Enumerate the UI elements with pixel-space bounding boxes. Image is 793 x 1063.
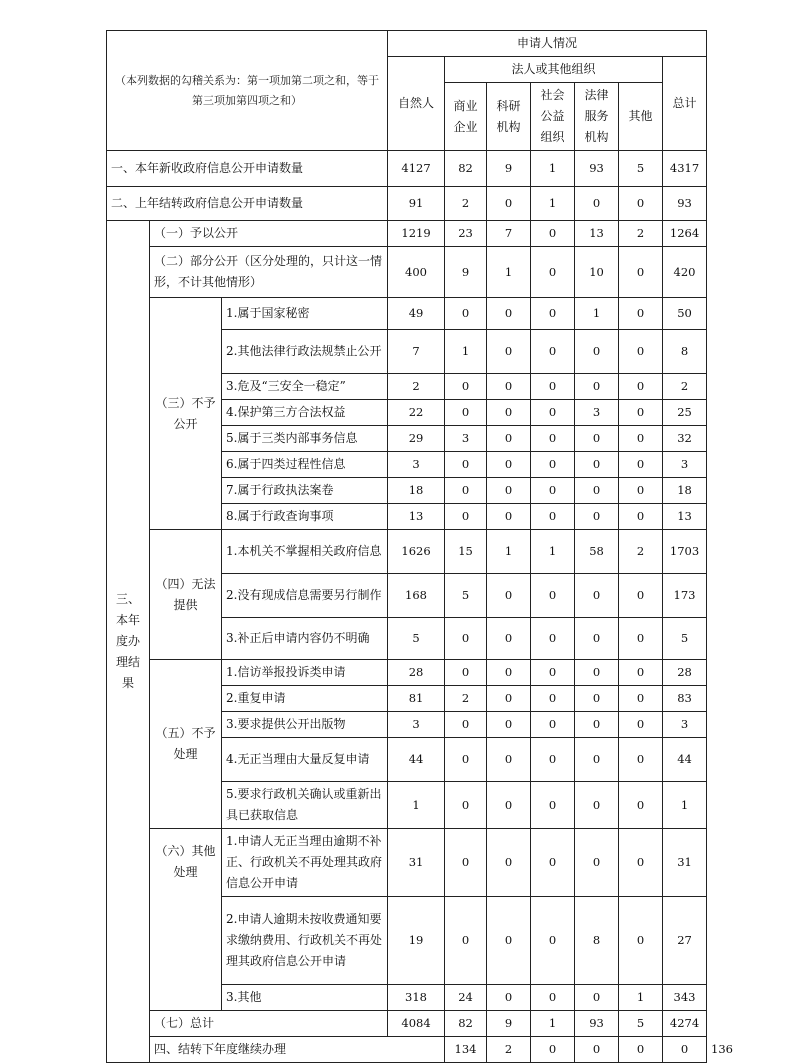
cell-value: 0 bbox=[531, 660, 575, 686]
cell-value: 0 bbox=[575, 478, 619, 504]
cell-value: 0 bbox=[445, 478, 487, 504]
cell-value: 1 bbox=[487, 530, 531, 574]
table-row bbox=[107, 660, 707, 686]
cell-value: 0 bbox=[619, 660, 663, 686]
cell-value: 91 bbox=[388, 187, 445, 221]
cell-value: 1 bbox=[531, 187, 575, 221]
cell-value: 400 bbox=[388, 247, 445, 298]
statistics-table bbox=[106, 30, 733, 1063]
cell-value: 22 bbox=[388, 400, 445, 426]
cell-value: 168 bbox=[388, 574, 445, 618]
col-total: 总计 bbox=[663, 57, 707, 151]
row-label: 二、上年结转政府信息公开申请数量 bbox=[107, 187, 388, 221]
cell-value: 0 bbox=[575, 374, 619, 400]
cell-value: 0 bbox=[487, 829, 531, 897]
cell-value: 93 bbox=[663, 187, 707, 221]
cell-value: 19 bbox=[388, 897, 445, 985]
cell-value: 0 bbox=[531, 1037, 575, 1063]
row-label: 一、本年新收政府信息公开申请数量 bbox=[107, 151, 388, 187]
cell-value: 0 bbox=[531, 985, 575, 1011]
cell-value: 0 bbox=[487, 478, 531, 504]
cell-value: 32 bbox=[663, 426, 707, 452]
row-label: 3.危及“三安全一稳定” bbox=[222, 374, 388, 400]
row-label: 5.属于三类内部事务信息 bbox=[222, 426, 388, 452]
cell-value: 0 bbox=[487, 187, 531, 221]
cell-value: 5 bbox=[663, 618, 707, 660]
cell-value: 0 bbox=[487, 686, 531, 712]
cell-value: 0 bbox=[619, 247, 663, 298]
cell-value: 0 bbox=[531, 504, 575, 530]
cell-value: 0 bbox=[531, 897, 575, 985]
cell-value: 0 bbox=[619, 478, 663, 504]
cell-value: 0 bbox=[531, 221, 575, 247]
cell-value: 0 bbox=[487, 374, 531, 400]
group-label: （三）不予公开 bbox=[150, 298, 222, 530]
table-note: （本列数据的勾稽关系为：第一项加第二项之和，等于第三项加第四项之和） bbox=[107, 31, 388, 151]
row-label: 4.无正当理由大量反复申请 bbox=[222, 738, 388, 782]
cell-value: 0 bbox=[531, 452, 575, 478]
cell-value: 49 bbox=[388, 298, 445, 330]
col-natural: 自然人 bbox=[388, 57, 445, 151]
table-row bbox=[107, 829, 707, 897]
cell-value: 1 bbox=[575, 298, 619, 330]
cell-value: 44 bbox=[663, 738, 707, 782]
cell-value: 0 bbox=[663, 1037, 707, 1063]
cell-value: 3 bbox=[388, 712, 445, 738]
row-label: 7.属于行政执法案卷 bbox=[222, 478, 388, 504]
cell-value: 1626 bbox=[388, 530, 445, 574]
cell-value: 0 bbox=[445, 452, 487, 478]
row-label: 2.申请人逾期未按收费通知要求缴纳费用、行政机关不再处理其政府信息公开申请 bbox=[222, 897, 388, 985]
cell-value: 0 bbox=[445, 374, 487, 400]
cell-value: 27 bbox=[663, 897, 707, 985]
cell-value: 0 bbox=[531, 478, 575, 504]
cell-value: 0 bbox=[619, 1037, 663, 1063]
cell-value: 0 bbox=[619, 187, 663, 221]
cell-value: 50 bbox=[663, 298, 707, 330]
cell-value: 1 bbox=[388, 782, 445, 829]
cell-value: 93 bbox=[575, 151, 619, 187]
cell-value: 4084 bbox=[388, 1011, 445, 1037]
cell-value: 0 bbox=[575, 829, 619, 897]
cell-value: 1 bbox=[531, 1011, 575, 1037]
row-label: （七）总计 bbox=[150, 1011, 388, 1037]
cell-value: 2 bbox=[445, 686, 487, 712]
cell-value: 24 bbox=[445, 985, 487, 1011]
cell-value: 0 bbox=[531, 686, 575, 712]
cell-value: 0 bbox=[487, 897, 531, 985]
cell-value: 0 bbox=[531, 298, 575, 330]
table-row bbox=[107, 221, 707, 247]
cell-value: 0 bbox=[445, 400, 487, 426]
col-commercial: 商业企业 bbox=[445, 83, 487, 151]
table-row: 四、结转下年度继续办理 134 2 0 0 0 0 136 bbox=[107, 1037, 707, 1063]
cell-value: 0 bbox=[487, 452, 531, 478]
cell-value: 0 bbox=[487, 298, 531, 330]
cell-value: 0 bbox=[619, 298, 663, 330]
cell-value: 8 bbox=[663, 330, 707, 374]
cell-value: 0 bbox=[575, 738, 619, 782]
row-label: 2.其他法律行政法规禁止公开 bbox=[222, 330, 388, 374]
cell-value: 4274 bbox=[663, 1011, 707, 1037]
cell-value: 1 bbox=[531, 530, 575, 574]
cell-value: 420 bbox=[663, 247, 707, 298]
cell-value: 0 bbox=[619, 426, 663, 452]
cell-value: 0 bbox=[575, 686, 619, 712]
cell-value: 3 bbox=[445, 426, 487, 452]
cell-value: 1 bbox=[445, 330, 487, 374]
cell-value: 5 bbox=[445, 574, 487, 618]
cell-value: 9 bbox=[487, 1011, 531, 1037]
cell-value: 3 bbox=[663, 712, 707, 738]
cell-value: 318 bbox=[388, 985, 445, 1011]
cell-value: 0 bbox=[487, 574, 531, 618]
legal-group-header: 法人或其他组织 bbox=[445, 57, 663, 83]
row-label: 2.重复申请 bbox=[222, 686, 388, 712]
row-label: 1.申请人无正当理由逾期不补正、行政机关不再处理其政府信息公开申请 bbox=[222, 829, 388, 897]
cell-value: 0 bbox=[487, 618, 531, 660]
cell-value: 0 bbox=[619, 574, 663, 618]
cell-value: 0 bbox=[619, 374, 663, 400]
cell-value: 0 bbox=[531, 247, 575, 298]
row-label: （一）予以公开 bbox=[150, 221, 388, 247]
row-label: 四、结转下年度继续办理 bbox=[150, 1037, 445, 1063]
group-label: （四）无法提供 bbox=[150, 530, 222, 660]
cell-value: 7 bbox=[388, 330, 445, 374]
cell-value: 81 bbox=[388, 686, 445, 712]
col-social: 社会公益组织 bbox=[531, 83, 575, 151]
table-row bbox=[107, 530, 707, 574]
cell-value: 10 bbox=[575, 247, 619, 298]
cell-value: 1703 bbox=[663, 530, 707, 574]
cell-value: 1 bbox=[663, 782, 707, 829]
cell-value: 28 bbox=[388, 660, 445, 686]
group-label: （五）不予处理 bbox=[150, 660, 222, 829]
table-row bbox=[107, 247, 707, 298]
cell-value: 0 bbox=[487, 504, 531, 530]
cell-value: 0 bbox=[531, 712, 575, 738]
cell-value: 0 bbox=[445, 712, 487, 738]
cell-value: 0 bbox=[487, 330, 531, 374]
cell-value: 0 bbox=[575, 660, 619, 686]
cell-value: 13 bbox=[663, 504, 707, 530]
col-legal-service: 法律服务机构 bbox=[575, 83, 619, 151]
cell-value: 0 bbox=[487, 738, 531, 782]
cell-value: 1 bbox=[487, 247, 531, 298]
cell-value: 82 bbox=[445, 151, 487, 187]
cell-value: 82 bbox=[445, 1011, 487, 1037]
row-label: 3.其他 bbox=[222, 985, 388, 1011]
cell-value: 18 bbox=[663, 478, 707, 504]
cell-value: 2 bbox=[663, 374, 707, 400]
cell-value: 0 bbox=[575, 712, 619, 738]
row-label: 1.信访举报投诉类申请 bbox=[222, 660, 388, 686]
cell-value: 1 bbox=[531, 151, 575, 187]
cell-value: 3 bbox=[388, 452, 445, 478]
cell-value: 0 bbox=[575, 452, 619, 478]
cell-value: 0 bbox=[575, 985, 619, 1011]
cell-value: 3 bbox=[663, 452, 707, 478]
cell-value: 28 bbox=[663, 660, 707, 686]
row-label: 3.要求提供公开出版物 bbox=[222, 712, 388, 738]
cell-value: 29 bbox=[388, 426, 445, 452]
cell-value: 0 bbox=[531, 374, 575, 400]
cell-value: 134 bbox=[445, 1037, 487, 1063]
cell-value: 0 bbox=[445, 504, 487, 530]
cell-value: 2 bbox=[619, 530, 663, 574]
cell-value: 0 bbox=[487, 426, 531, 452]
cell-value: 0 bbox=[619, 452, 663, 478]
row-label: 6.属于四类过程性信息 bbox=[222, 452, 388, 478]
cell-value: 0 bbox=[531, 574, 575, 618]
cell-value: 0 bbox=[619, 330, 663, 374]
col-other: 其他 bbox=[619, 83, 663, 151]
cell-value: 0 bbox=[445, 298, 487, 330]
cell-value: 15 bbox=[445, 530, 487, 574]
cell-value: 0 bbox=[531, 400, 575, 426]
cell-value: 9 bbox=[445, 247, 487, 298]
row-label: 1.属于国家秘密 bbox=[222, 298, 388, 330]
cell-value: 0 bbox=[575, 426, 619, 452]
cell-value: 58 bbox=[575, 530, 619, 574]
cell-value: 0 bbox=[575, 618, 619, 660]
cell-value: 0 bbox=[575, 504, 619, 530]
col-research: 科研机构 bbox=[487, 83, 531, 151]
cell-value: 2 bbox=[619, 221, 663, 247]
cell-value: 0 bbox=[531, 618, 575, 660]
cell-value: 83 bbox=[663, 686, 707, 712]
cell-value: 0 bbox=[445, 618, 487, 660]
row-label: 2.没有现成信息需要另行制作 bbox=[222, 574, 388, 618]
cell-value: 0 bbox=[445, 897, 487, 985]
cell-value: 4127 bbox=[388, 151, 445, 187]
cell-value: 0 bbox=[531, 782, 575, 829]
cell-value: 4317 bbox=[663, 151, 707, 187]
cell-value: 2 bbox=[388, 374, 445, 400]
cell-value: 0 bbox=[487, 660, 531, 686]
cell-value: 2 bbox=[487, 1037, 531, 1063]
cell-value: 18 bbox=[388, 478, 445, 504]
cell-value: 0 bbox=[445, 782, 487, 829]
cell-value: 0 bbox=[531, 330, 575, 374]
cell-value: 0 bbox=[619, 618, 663, 660]
row-label: 4.保护第三方合法权益 bbox=[222, 400, 388, 426]
cell-value: 0 bbox=[619, 400, 663, 426]
cell-value: 44 bbox=[388, 738, 445, 782]
cell-value: 0 bbox=[619, 712, 663, 738]
cell-value: 9 bbox=[487, 151, 531, 187]
group-label: （六）其他处理 bbox=[150, 829, 222, 1011]
cell-value: 0 bbox=[487, 782, 531, 829]
cell-value: 0 bbox=[619, 738, 663, 782]
cell-value: 5 bbox=[388, 618, 445, 660]
cell-value: 0 bbox=[531, 738, 575, 782]
cell-value: 0 bbox=[619, 504, 663, 530]
cell-value: 0 bbox=[445, 738, 487, 782]
cell-value: 0 bbox=[575, 1037, 619, 1063]
cell-value: 0 bbox=[575, 187, 619, 221]
cell-value: 0 bbox=[487, 985, 531, 1011]
cell-value: 0 bbox=[531, 829, 575, 897]
cell-value: 1264 bbox=[663, 221, 707, 247]
cell-value: 0 bbox=[445, 829, 487, 897]
row-label: 8.属于行政查询事项 bbox=[222, 504, 388, 530]
cell-value: 0 bbox=[487, 400, 531, 426]
cell-value: 25 bbox=[663, 400, 707, 426]
cell-value: 0 bbox=[619, 782, 663, 829]
row-label: 3.补正后申请内容仍不明确 bbox=[222, 618, 388, 660]
cell-value: 343 bbox=[663, 985, 707, 1011]
cell-value: 0 bbox=[487, 712, 531, 738]
cell-value: 0 bbox=[619, 897, 663, 985]
table-row bbox=[107, 298, 707, 330]
cell-value: 0 bbox=[445, 660, 487, 686]
cell-value: 173 bbox=[663, 574, 707, 618]
cell-value: 0 bbox=[619, 686, 663, 712]
row-label: （二）部分公开（区分处理的，只计这一情形，不计其他情形） bbox=[150, 247, 388, 298]
cell-value: 5 bbox=[619, 151, 663, 187]
cell-value: 3 bbox=[575, 400, 619, 426]
cell-value: 31 bbox=[388, 829, 445, 897]
cell-value: 0 bbox=[575, 574, 619, 618]
cell-value: 93 bbox=[575, 1011, 619, 1037]
table-row bbox=[107, 1011, 707, 1037]
cell-value: 2 bbox=[445, 187, 487, 221]
cell-value: 0 bbox=[619, 829, 663, 897]
cell-value: 5 bbox=[619, 1011, 663, 1037]
cell-value: 0 bbox=[575, 330, 619, 374]
cell-value: 1 bbox=[619, 985, 663, 1011]
cell-value: 13 bbox=[388, 504, 445, 530]
cell-value: 7 bbox=[487, 221, 531, 247]
cell-value: 8 bbox=[575, 897, 619, 985]
cell-value: 0 bbox=[575, 782, 619, 829]
cell-value: 1219 bbox=[388, 221, 445, 247]
cell-value: 0 bbox=[531, 426, 575, 452]
applicant-header: 申请人情况 bbox=[388, 31, 707, 57]
row-label: 1.本机关不掌握相关政府信息 bbox=[222, 530, 388, 574]
row-label: 5.要求行政机关确认或重新出具已获取信息 bbox=[222, 782, 388, 829]
section-3-label: 三、本年度办理结果 bbox=[107, 221, 150, 1063]
cell-value: 13 bbox=[575, 221, 619, 247]
table-row bbox=[107, 187, 707, 221]
table-row bbox=[107, 151, 707, 187]
cell-value: 23 bbox=[445, 221, 487, 247]
cell-value: 31 bbox=[663, 829, 707, 897]
